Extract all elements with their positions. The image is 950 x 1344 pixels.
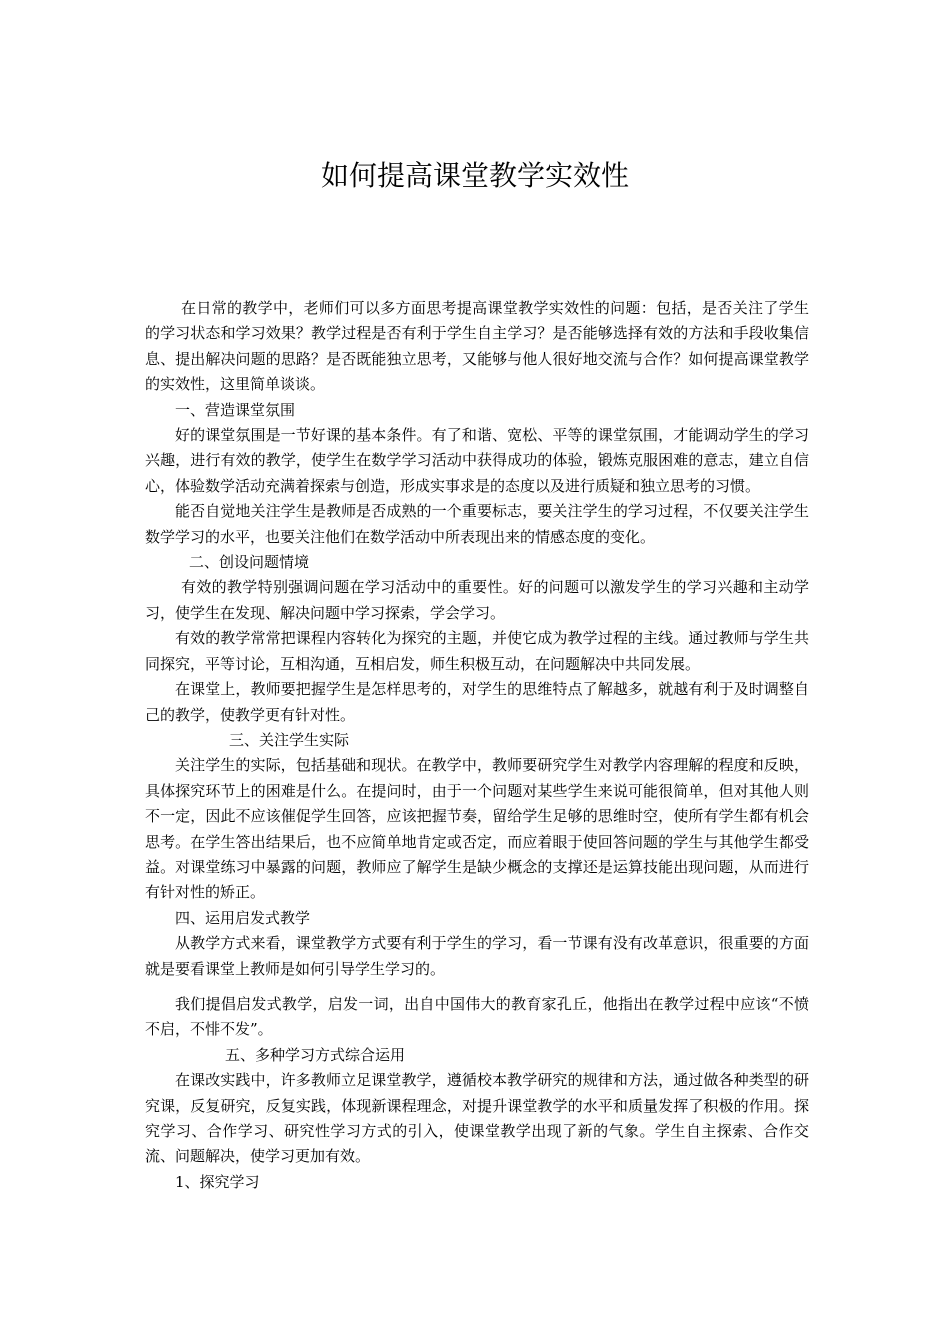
- body-paragraph: 从教学方式来看，课堂教学方式要有利于学生的学习，看一节课有没有改革意识，很重要的方面就是要看课堂上教师是如何引导学生学习的。: [145, 934, 809, 978]
- body-paragraph: 关注学生的实际，包括基础和现状。在教学中，教师要研究学生对教学内容理解的程度和反映，具体探究环节上的困难是什么。在提问时，由于一个问题对某些学生来说可能很简单，但对其他人则不一定，因此不应该催促学生回答，应该把握节奏，留给学生足够的思维时空，使所有学生都有机会思考。在学生答出结果后，也不应简单地肯定或否定，而应着眼于使回答问题的学生与其他学生都受益。对课堂练习中暴露的问题，教师应了解学生是缺少概念的支撑还是运算技能出现问题，从而进行有针对性的矫正。: [145, 756, 809, 902]
- section-heading-5: 五、多种学习方式综合运用: [225, 1045, 406, 1064]
- section-heading-3: 三、关注学生实际: [229, 730, 350, 749]
- intro-paragraph: 在日常的教学中，老师们可以多方面思考提高课堂教学实效性的问题：包括，是否关注了学生的学习状态和学习效果？教学过程是否有利于学生自主学习？是否能够选择有效的方法和手段收集信息、提出解决问题的思路？是否既能独立思考，又能够与他人很好地交流与合作？如何提高课堂教学的实效性，这里简单谈谈。: [145, 299, 809, 394]
- section-heading-4: 四、运用启发式教学: [175, 908, 311, 927]
- document-title: 如何提高课堂教学实效性: [320, 159, 629, 192]
- section-heading-1: 一、营造课堂氛围: [175, 400, 296, 419]
- subsection-heading-1: 1、探究学习: [175, 1172, 260, 1191]
- body-paragraph: 在课堂上，教师要把握学生是怎样思考的，对学生的思维特点了解越多，就越有利于及时调整自己的教学，使教学更有针对性。: [145, 680, 809, 724]
- body-paragraph: 在课改实践中，许多教师立足课堂教学，遵循校本教学研究的规律和方法，通过做各种类型的研究课，反复研究，反复实践，体现新课程理念，对提升课堂教学的水平和质量发挥了积极的作用。探究学习、合作学习、研究性学习方式的引入，使课堂教学出现了新的气象。学生自主探索、合作交流、问题解决，使学习更加有效。: [145, 1071, 809, 1166]
- section-heading-2: 二、创设问题情境: [189, 553, 310, 572]
- document-body: [145, 296, 809, 1195]
- body-paragraph: 有效的教学常常把课程内容转化为探究的主题，并使它成为教学过程的主线。通过教师与学生共同探究，平等讨论，互相沟通，互相启发，师生积极互动，在问题解决中共同发展。: [145, 629, 809, 673]
- body-paragraph: 我们提倡启发式教学，启发一词，出自中国伟大的教育家孔丘，他指出在教学过程中应该“不愤不启，不悱不发”。: [145, 994, 809, 1039]
- body-paragraph: 有效的教学特别强调问题在学习活动中的重要性。好的问题可以激发学生的学习兴趣和主动学习，使学生在发现、解决问题中学习探索，学会学习。: [145, 578, 809, 622]
- body-paragraph: 好的课堂氛围是一节好课的基本条件。有了和谐、宽松、平等的课堂氛围，才能调动学生的学习兴趣，进行有效的教学，使学生在数学学习活动中获得成功的体验，锻炼克服困难的意志，建立自信心，体验数学活动充满着探索与创造，形成实事求是的态度以及进行质疑和独立思考的习惯。: [145, 426, 809, 495]
- body-paragraph: 能否自觉地关注学生是教师是否成熟的一个重要标志，要关注学生的学习过程，不仅要关注学生数学学习的水平，也要关注他们在数学活动中所表现出来的情感态度的变化。: [145, 502, 809, 546]
